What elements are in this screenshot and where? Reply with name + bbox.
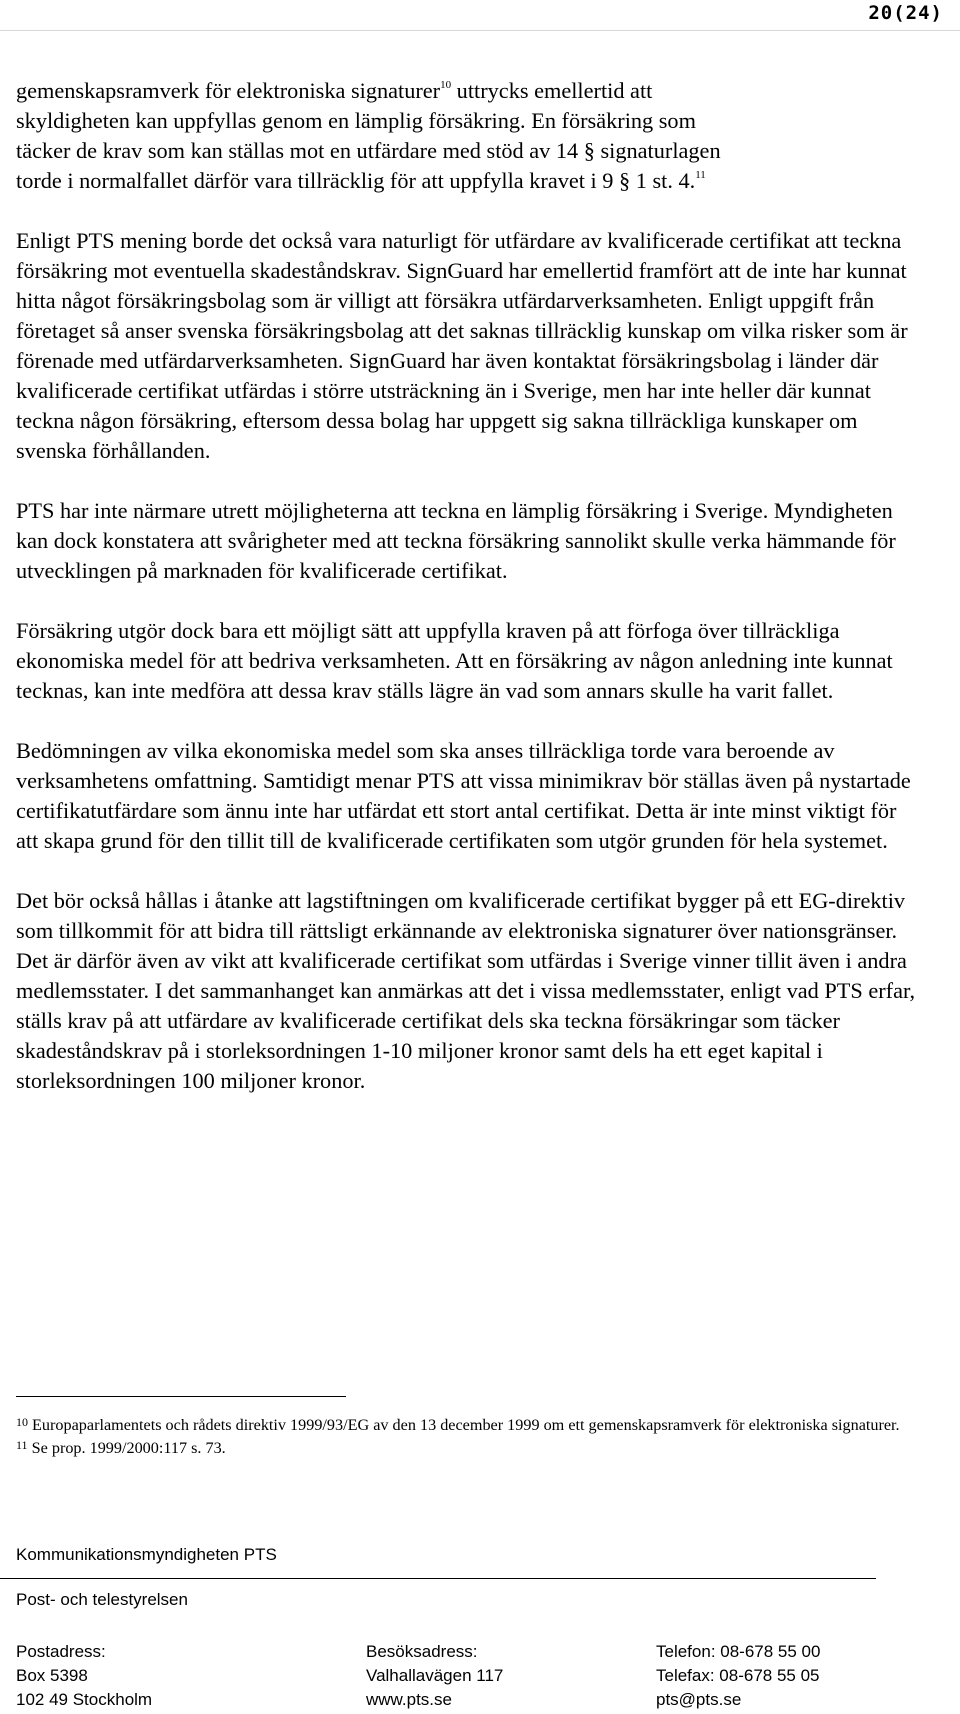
footer-divider	[0, 1578, 876, 1579]
footer-po-box: Box 5398	[16, 1666, 88, 1685]
footer-address-row	[16, 1640, 916, 1664]
footer-fax: Telefax: 08-678 55 05	[656, 1666, 820, 1685]
footnote-number: 10	[16, 1415, 28, 1429]
header-divider	[0, 30, 960, 31]
footer-address-row	[16, 1664, 916, 1688]
paragraph: Det bör också hållas i åtanke att lagstiftningen om kvalificerade certifikat bygger på ett EG-direktiv som tillkommit för att bidra till rättsligt erkännande av elektroniska signaturer över nationsgränser. Det är därför även av vikt att kvalificerade certifikat som utfärdas i Sverige vinner tillit även i andra medlemsstater. I det sammanhanget kan anmärkas att det i vissa medlemsstater, enligt vad PTS erfar, ställs krav på att utfärdare av kvalificerade certifikat dels ska teckna försäkringar som täcker skadeståndskrav på i storleksordningen 1-10 miljoner kronor samt dels ha ett eget kapital i storleksordningen 100 miljoner kronor.	[16, 888, 916, 1093]
paragraph: Försäkring utgör dock bara ett möjligt sätt att uppfylla kraven på att förfoga över tillräckliga ekonomiska medel för att bedriva verksamheten. Att en försäkring av någon anledning inte kunnat tecknas, kan inte medföra att dessa krav ställs lägre än vad som annars skulle ha varit fallet.	[16, 618, 893, 703]
footnote	[16, 1412, 916, 1435]
footer-email-link[interactable]: pts@pts.se	[656, 1690, 742, 1709]
footer-label-visiting: Besöksadress:	[366, 1642, 478, 1661]
body-text	[16, 76, 916, 1126]
page-number: 20(24)	[868, 2, 943, 24]
footnote-text: Europaparlamentets och rådets direktiv 1999/93/EG av den 13 december 1999 om ett gemenskapsramverk för elektroniska signaturer.	[28, 1416, 900, 1434]
footnote	[16, 1435, 916, 1458]
paragraph-line: täcker de krav som kan ställas mot en utfärdare med stöd av 14 § signaturlagen	[16, 138, 721, 163]
footer-address-grid	[16, 1640, 916, 1712]
paragraph-continued	[16, 76, 916, 196]
paragraph: PTS har inte närmare utrett möjligheterna att teckna en lämplig försäkring i Sverige. Myndigheten kan dock konstatera att svårigheter med att teckna försäkring sannolikt skulle verka hämmande för utvecklingen på marknaden för kvalificerade certifikat.	[16, 498, 896, 583]
paragraph: Enligt PTS mening borde det också vara naturligt för utfärdare av kvalificerade certifikat att teckna försäkring mot eventuella skadeståndskrav. SignGuard har emellertid framfört att de inte har kunnat hitta något försäkringsbolag som är villigt att försäkra utfärdarverksamheten. Enligt uppgift från företaget så anser svenska försäkringsbolag att det saknas tillräcklig kunskap om vilka risker som är förenade med utfärdarverksamheten. SignGuard har även kontaktat försäkringsbolag i länder där kvalificerade certifikat utfärdas i större utsträckning än i Sverige, men har inte heller där kunnat teckna någon försäkring, eftersom dessa bolag har uppgett sig sakna tillräckliga kunskaper om svenska förhållanden.	[16, 228, 908, 463]
footnote-text: Se prop. 1999/2000:117 s. 73.	[27, 1439, 226, 1457]
footer-organization-alt: Post- och telestyrelsen	[16, 1590, 188, 1609]
paragraph-line: skyldigheten kan uppfyllas genom en lämplig försäkring. En försäkring som	[16, 108, 696, 133]
footer-label-postal: Postadress:	[16, 1642, 106, 1661]
footer-website-link[interactable]: www.pts.se	[366, 1690, 452, 1709]
footer-address-row	[16, 1688, 916, 1712]
footer-organization: Kommunikationsmyndigheten PTS	[16, 1545, 277, 1564]
paragraph-line: gemenskapsramverk för elektroniska signaturer$^{10}$ uttrycks emellertid att	[16, 78, 653, 103]
paragraph-line: torde i normalfallet därför vara tillräcklig för att uppfylla kravet i 9 § 1 st. 4.11	[16, 168, 706, 193]
footnote-number: 11	[16, 1438, 28, 1452]
footnotes	[16, 1412, 916, 1458]
footnote-divider	[16, 1396, 346, 1397]
paragraph: Bedömningen av vilka ekonomiska medel som ska anses tillräckliga torde vara beroende av verksamhetens omfattning. Samtidigt menar PTS att vissa minimikrav bör ställas även på nystartade certifikatutfärdare som ännu inte har utfärdat ett stort antal certifikat. Detta är inte minst viktigt för att skapa grund för den tillit till de kvalificerade certifikaten som utgör grunden för hela systemet.	[16, 738, 911, 853]
footer-street: Valhallavägen 117	[366, 1666, 504, 1685]
footnote-ref-11[interactable]: 11	[695, 169, 706, 181]
footer-city: 102 49 Stockholm	[16, 1690, 153, 1709]
footer-phone: Telefon: 08-678 55 00	[656, 1642, 821, 1661]
footnote-ref-10[interactable]: 10	[440, 79, 452, 91]
